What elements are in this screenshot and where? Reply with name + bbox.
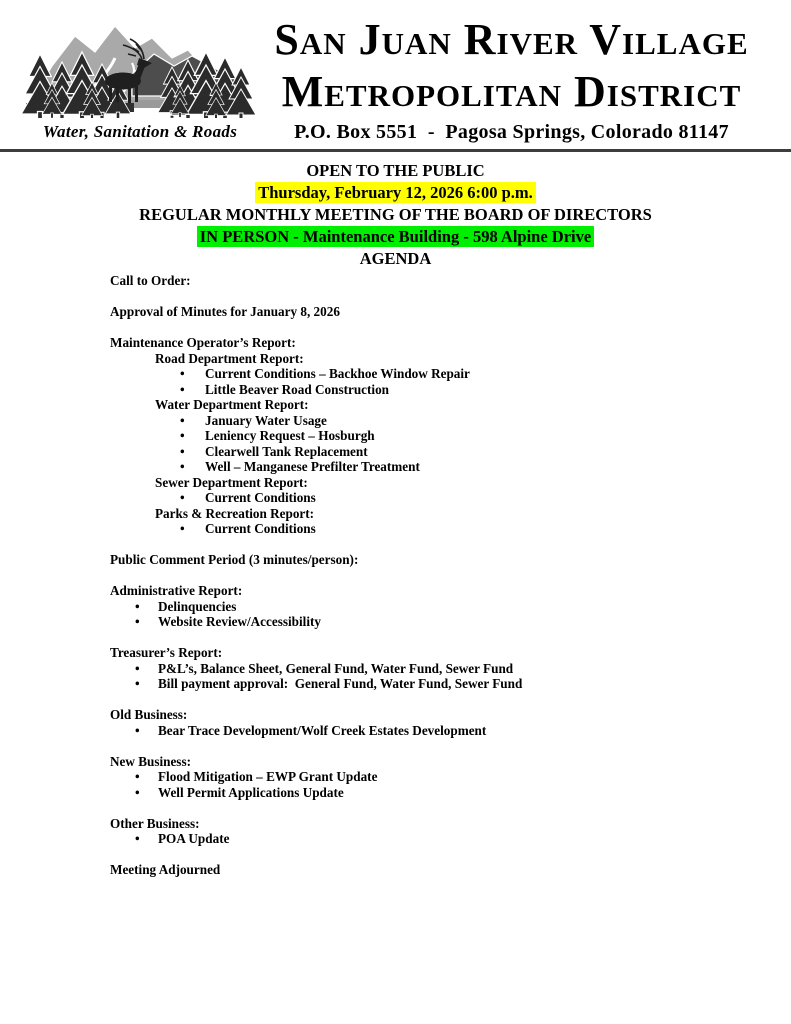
- agenda-item: [110, 645, 751, 661]
- agenda-item-text: New Business:: [110, 753, 191, 769]
- bullet-icon: •: [180, 412, 185, 428]
- bullet-icon: •: [135, 769, 140, 784]
- agenda-item: [135, 723, 751, 739]
- agenda-item-text: POA Update: [158, 831, 230, 846]
- agenda-item-text: January Water Usage: [205, 412, 327, 428]
- agenda-item: [180, 382, 751, 398]
- agenda-item: [135, 614, 751, 630]
- agenda-gap: [110, 630, 751, 646]
- agenda-item-text: Bill payment approval: General Fund, Water Fund, Sewer Fund: [158, 676, 523, 691]
- agenda-gap: [110, 568, 751, 584]
- agenda-item: [135, 661, 751, 677]
- agenda-item: [110, 816, 751, 832]
- agenda-item: [110, 754, 751, 770]
- agenda-gap: [110, 847, 751, 863]
- agenda-item: [110, 707, 751, 723]
- agenda-gap: [110, 320, 751, 336]
- agenda-item-text: Old Business:: [110, 707, 188, 722]
- agenda-item-text: Water Department Report:: [155, 397, 309, 412]
- agenda-item: [135, 785, 751, 801]
- agenda-item-text: Administrative Report:: [110, 583, 243, 598]
- agenda-item-text: Sewer Department Report:: [155, 474, 308, 490]
- agenda-item: [135, 676, 751, 692]
- agenda-item: [180, 459, 751, 475]
- agenda-gap: [110, 800, 751, 816]
- agenda-list: [0, 270, 791, 878]
- agenda-item: [110, 335, 751, 351]
- meeting-location-highlight: IN PERSON - Maintenance Building - 598 Alpine Drive: [197, 226, 594, 247]
- bullet-icon: •: [180, 366, 185, 381]
- agenda-item-text: Current Conditions: [205, 490, 316, 505]
- bullet-icon: •: [180, 428, 185, 443]
- agenda-item: [180, 428, 751, 444]
- agenda-gap: [110, 738, 751, 754]
- agenda-item-text: Clearwell Tank Replacement: [205, 443, 368, 459]
- agenda-item: [155, 351, 751, 367]
- agenda-item: [110, 583, 751, 599]
- meeting-header: [0, 160, 791, 270]
- agenda-heading: AGENDA: [359, 249, 432, 268]
- bullet-icon: •: [135, 598, 140, 614]
- bullet-icon: •: [135, 722, 140, 738]
- agenda-item-text: Meeting Adjourned: [110, 862, 221, 877]
- bullet-icon: •: [135, 660, 140, 676]
- bullet-icon: •: [135, 676, 140, 691]
- bullet-icon: •: [180, 381, 185, 397]
- bullet-icon: •: [180, 490, 185, 505]
- agenda-item: [155, 506, 751, 522]
- agenda-item-text: Flood Mitigation – EWP Grant Update: [158, 769, 378, 784]
- agenda-item-text: Other Business:: [110, 815, 200, 831]
- agenda-item: [110, 862, 751, 878]
- agenda-gap: [110, 692, 751, 708]
- bullet-icon: •: [135, 614, 140, 629]
- district-logo-icon: [20, 8, 255, 118]
- org-title-line1: San Juan River Village: [274, 15, 749, 64]
- agenda-gap: [110, 537, 751, 553]
- agenda-item-text: P&L’s, Balance Sheet, General Fund, Water Fund, Sewer Fund: [158, 660, 514, 676]
- bullet-icon: •: [135, 784, 140, 800]
- agenda-item-text: Public Comment Period (3 minutes/person):: [110, 552, 359, 567]
- agenda-item-text: Well Permit Applications Update: [158, 784, 344, 800]
- agenda-item: [110, 273, 751, 289]
- agenda-item-text: Maintenance Operator’s Report:: [110, 335, 296, 350]
- agenda-item-text: Current Conditions – Backhoe Window Repair: [205, 366, 470, 381]
- bullet-icon: •: [180, 521, 185, 536]
- agenda-item: [155, 475, 751, 491]
- agenda-item-text: Well – Manganese Prefilter Treatment: [205, 459, 420, 474]
- agenda-item-text: Delinquencies: [158, 598, 237, 614]
- agenda-item: [155, 397, 751, 413]
- meeting-datetime-highlight: Thursday, February 12, 2026 6:00 p.m.: [255, 182, 536, 203]
- agenda-gap: [110, 289, 751, 305]
- agenda-item: [180, 521, 751, 537]
- header-divider: [0, 149, 791, 152]
- agenda-item: [180, 444, 751, 460]
- agenda-item: [110, 552, 751, 568]
- org-title-line2: Metropolitan District: [281, 67, 742, 116]
- agenda-item-text: Little Beaver Road Construction: [205, 381, 390, 397]
- agenda-item: [180, 490, 751, 506]
- agenda-item-text: Website Review/Accessibility: [158, 614, 321, 629]
- bullet-icon: •: [180, 443, 185, 459]
- agenda-item: [135, 831, 751, 847]
- org-title-block: [260, 8, 763, 144]
- logo-block: [20, 8, 260, 142]
- open-to-public-line: OPEN TO THE PUBLIC: [306, 161, 485, 180]
- agenda-item: [135, 769, 751, 785]
- agenda-item: [180, 366, 751, 382]
- meeting-title-line: REGULAR MONTHLY MEETING OF THE BOARD OF DIRECTORS: [139, 205, 652, 224]
- agenda-item: [110, 304, 751, 320]
- agenda-item-text: Current Conditions: [205, 521, 316, 536]
- agenda-item: [180, 413, 751, 429]
- agenda-item-text: Road Department Report:: [155, 350, 304, 366]
- letterhead: [0, 0, 791, 144]
- bullet-icon: •: [135, 831, 140, 846]
- agenda-item: [135, 599, 751, 615]
- bullet-icon: •: [180, 459, 185, 474]
- agenda-item-text: Bear Trace Development/Wolf Creek Estates Development: [158, 722, 487, 738]
- agenda-item-text: Treasurer’s Report:: [110, 645, 223, 660]
- agenda-item-text: Call to Order:: [110, 273, 191, 288]
- agenda-item-text: Leniency Request – Hosburgh: [205, 428, 375, 443]
- org-address: P.O. Box 5551 - Pagosa Springs, Colorado 81147: [294, 121, 729, 143]
- agenda-item-text: Approval of Minutes for January 8, 2026: [110, 304, 340, 319]
- agenda-item-text: Parks & Recreation Report:: [155, 505, 315, 521]
- logo-tagline: Water, Sanitation & Roads: [42, 122, 238, 141]
